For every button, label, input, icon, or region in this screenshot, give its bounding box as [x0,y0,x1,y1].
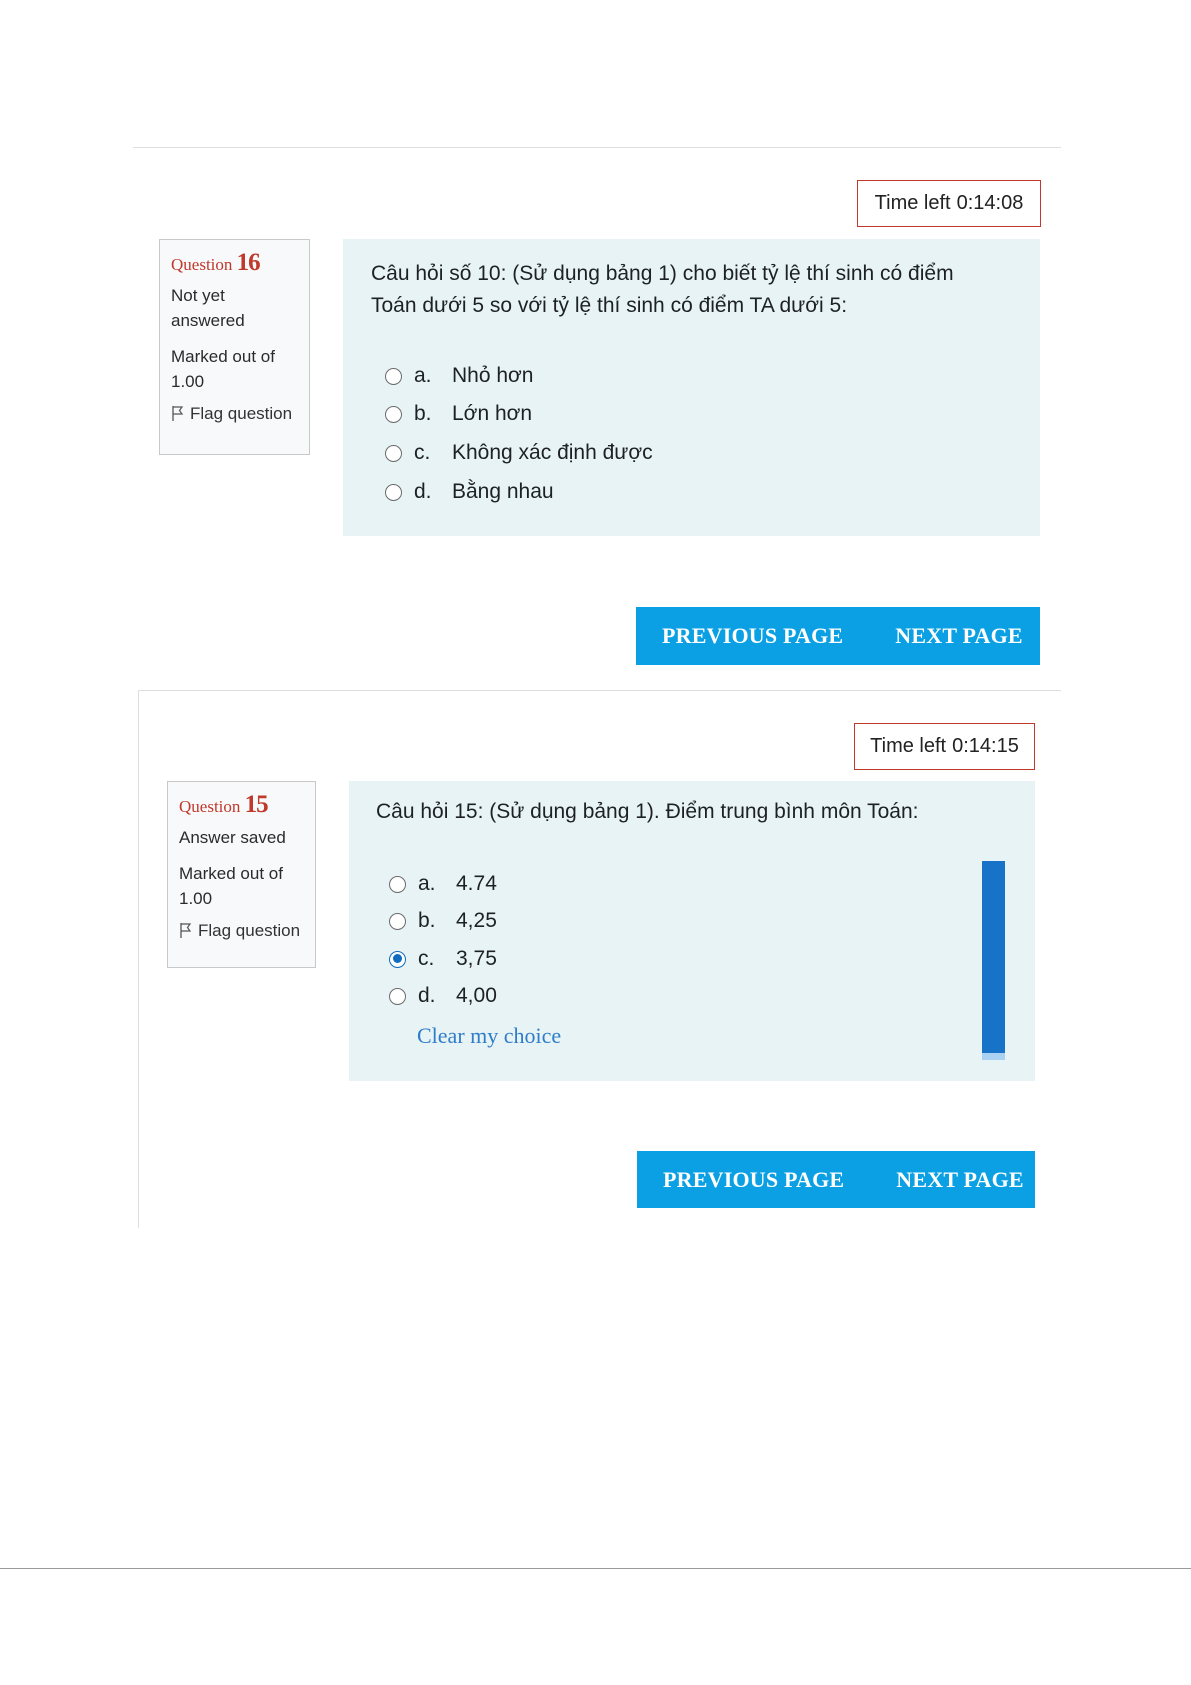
scrollbar[interactable] [982,861,1005,1060]
flag-question-link[interactable] [171,401,298,426]
flag-question-label: Flag question [190,404,293,423]
question-state-line1: Answer saved [179,828,286,847]
question-label: Question [171,255,233,274]
page-navigation [636,607,1040,665]
answer-option-d[interactable] [385,480,554,504]
grade-line2: 1.00 [179,889,213,908]
next-page-button[interactable]: NEXT PAGE [896,1166,1024,1192]
question-text [376,796,919,828]
answer-option-c[interactable] [385,441,653,465]
timer-label: Time left [870,735,947,757]
radio-button-selected[interactable] [389,951,406,968]
divider-middle [138,690,1061,691]
question-number-heading [179,792,304,819]
grade-line2: 1.00 [171,372,205,391]
radio-button[interactable] [389,913,406,930]
option-letter: c. [414,441,431,464]
answer-option-b[interactable] [389,909,497,933]
option-text: 4,00 [456,984,497,1007]
question-state [179,825,304,850]
question-content [349,781,1035,1081]
option-letter: b. [418,909,436,932]
answer-option-a[interactable] [389,872,497,896]
previous-page-button[interactable]: PREVIOUS PAGE [663,1166,845,1192]
option-text: Không xác định được [452,441,653,464]
answer-option-a[interactable] [385,364,534,388]
clear-choice-link[interactable]: Clear my choice [417,1023,562,1048]
question-info-panel [159,239,310,455]
radio-button[interactable] [389,988,406,1005]
timer-value: 0:14:08 [956,192,1024,214]
question-number: 16 [236,249,260,276]
question-text-line1: Câu hỏi số 10: (Sử dụng bảng 1) cho biết tỷ lệ thí sinh có điểm [371,262,954,285]
option-text: 3,75 [456,947,497,970]
radio-button[interactable] [385,406,402,423]
previous-page-button[interactable]: PREVIOUS PAGE [662,623,844,648]
question-number: 15 [244,791,268,818]
page-divider-bottom [0,1568,1191,1569]
radio-button[interactable] [385,445,402,462]
radio-button[interactable] [385,368,402,385]
grade-line1: Marked out of [171,347,275,366]
question-text-line2: Toán dưới 5 so với tỷ lệ thí sinh có điểm TA dưới 5: [371,294,848,317]
answer-option-d[interactable] [389,984,497,1008]
option-letter: b. [414,402,432,425]
next-page-button[interactable]: NEXT PAGE [895,623,1023,648]
option-letter: d. [418,984,436,1007]
option-text: Lớn hơn [452,402,533,425]
timer [857,180,1041,227]
question-number-heading [171,250,298,277]
flag-question-label: Flag question [198,921,301,940]
flag-question-link[interactable] [179,918,304,943]
option-text: 4.74 [456,872,497,895]
answer-option-b[interactable] [385,402,532,426]
timer [854,723,1035,770]
radio-button[interactable] [389,876,406,893]
divider-left-vertical [138,690,139,1228]
question-grade [179,861,304,911]
question-info-panel [167,781,316,968]
scrollbar-thumb[interactable] [982,861,1005,1053]
option-letter: d. [414,480,432,503]
flag-icon [179,922,192,939]
option-letter: a. [414,364,432,387]
question-grade [171,344,298,394]
timer-value: 0:14:15 [952,735,1019,757]
option-letter: a. [418,872,436,895]
question-text [371,258,954,322]
question-state [171,283,298,333]
question-state-line1: Not yet [171,286,225,305]
timer-label: Time left [874,192,951,214]
flag-icon [171,405,184,422]
question-state-line2: answered [171,311,245,330]
option-letter: c. [418,947,435,970]
option-text: 4,25 [456,909,497,932]
option-text: Nhỏ hơn [452,364,534,387]
divider-top [133,147,1061,148]
radio-button[interactable] [385,484,402,501]
option-text: Bằng nhau [452,480,554,503]
question-text-line1: Câu hỏi 15: (Sử dụng bảng 1). Điểm trung bình môn Toán: [376,800,919,823]
question-content [343,239,1040,536]
answer-option-c[interactable] [389,947,497,971]
page-navigation [637,1151,1035,1208]
question-label: Question [179,797,241,816]
grade-line1: Marked out of [179,864,283,883]
